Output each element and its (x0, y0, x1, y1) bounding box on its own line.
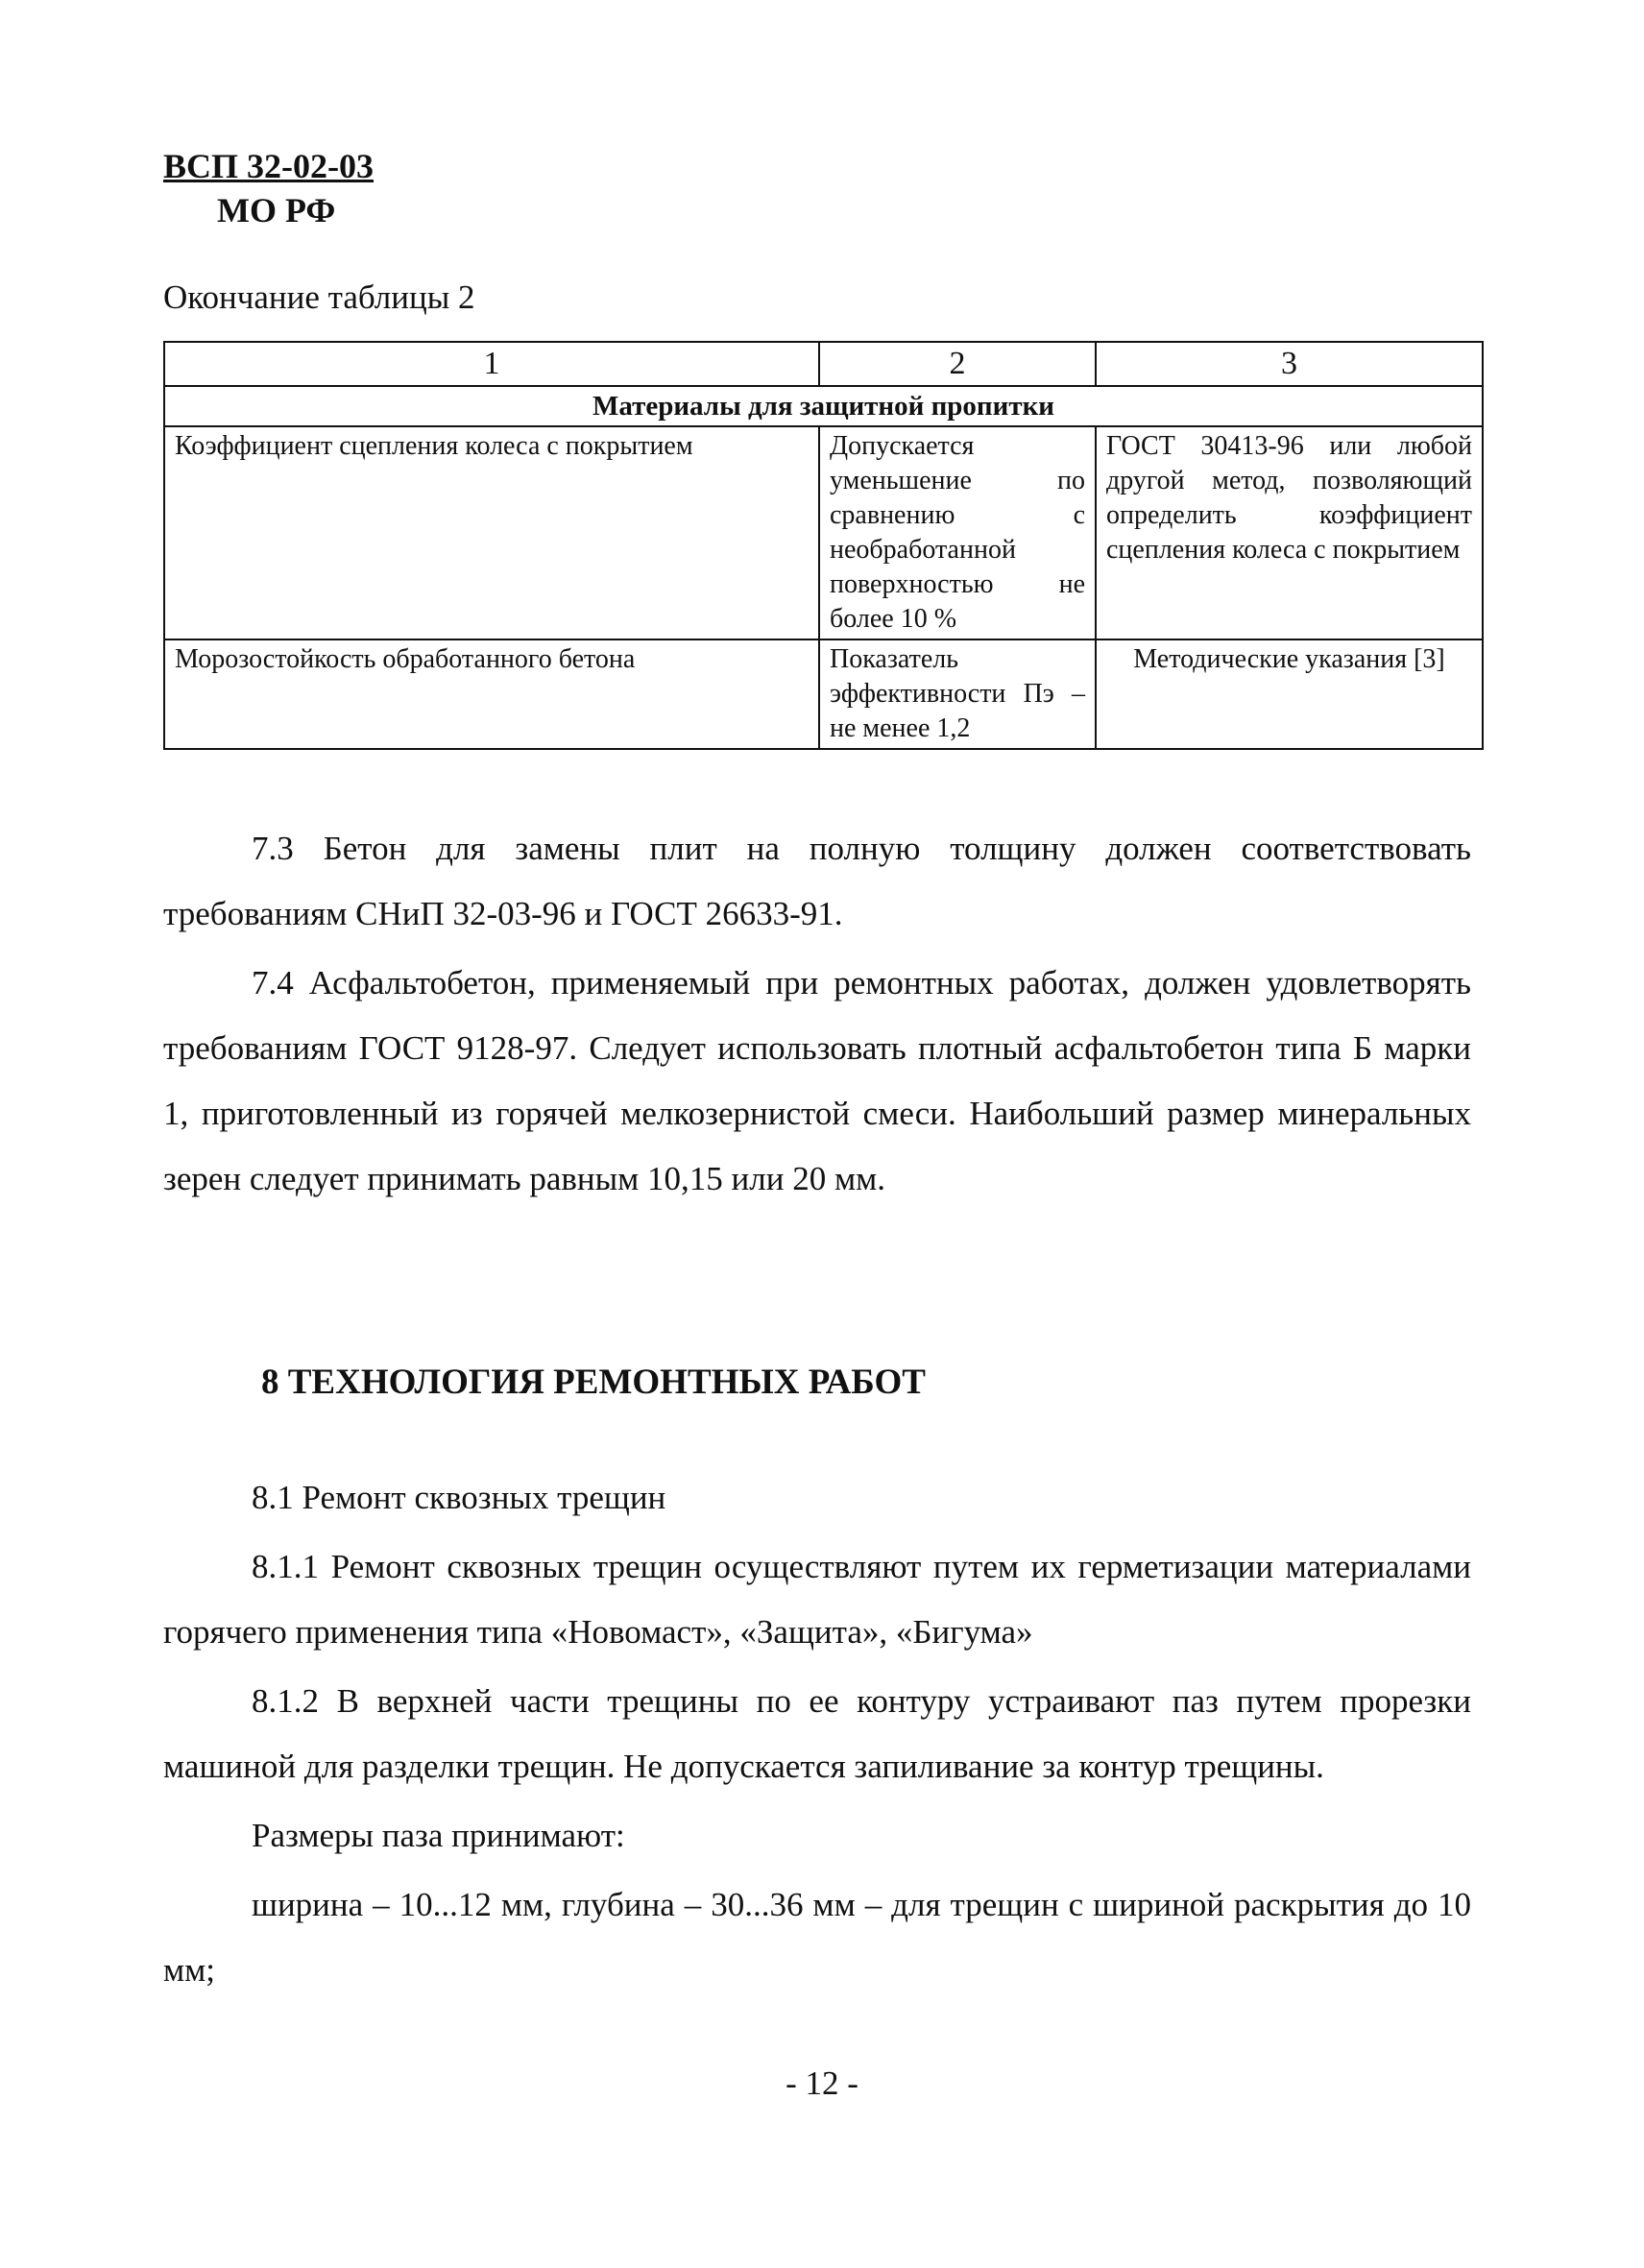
paragraph-8-1-1: 8.1.1 Ремонт сквозных трещин осуществляют путем их герметизации материалами горячего применения типа «Новомаст», «Защита», «Бигума» (163, 1548, 1471, 1651)
section-7-text (163, 816, 1471, 1216)
page-number: - 12 - (786, 2064, 858, 2102)
section-8-title: 8 ТЕХНОЛОГИЯ РЕМОНТНЫХ РАБОТ (261, 1363, 926, 1402)
table-section-title: Материалы для защитной пропитки (164, 386, 1483, 426)
table-cell-requirement: Допускается уменьшение по сравнению с необработанной поверхностью не более 10 % (819, 426, 1096, 639)
document-organization: МО РФ (217, 191, 336, 229)
table-cell-method: Методические указания [3] (1096, 639, 1483, 749)
table-cell-indicator: Коэффициент сцепления колеса с покрытием (164, 426, 819, 639)
col-number-3: 3 (1096, 342, 1483, 386)
document-code: ВСП 32-02-03 (163, 147, 374, 185)
section-8-text (163, 1465, 1471, 2007)
subsection-8-1-title: 8.1 Ремонт сквозных трещин (252, 1479, 666, 1516)
table-cell-indicator: Морозостойкость обработанного бетона (164, 639, 819, 749)
document-header (163, 144, 374, 232)
table-column-numbers (164, 342, 1483, 386)
paragraph-7-3: 7.3 Бетон для замены плит на полную толщину должен соответствовать требованиям СНиП 32-03-96 и ГОСТ 26633-91. (163, 830, 1471, 932)
paragraph-7-4: 7.4 Асфальтобетон, применяемый при ремонтных работах, должен удовлетворять требованиям ГОСТ 9128-97. Следует использовать плотный асфальтобетон типа Б марки 1, приготовленный из горячей мелкозернистой смеси. Наибольший размер минеральных зерен следует принимать равным 10,15 или 20 мм. (163, 964, 1471, 1197)
groove-sizes-item: ширина – 10...12 мм, глубина – 30...36 мм – для трещин с шириной раскрытия до 10 мм; (163, 1886, 1471, 1989)
table-2 (163, 341, 1484, 750)
table-cell-method: ГОСТ 30413-96 или любой другой метод, позволяющий определить коэффициент сцепления колеса с покрытием (1096, 426, 1483, 639)
table-row (164, 426, 1483, 639)
table-section-row (164, 386, 1483, 426)
table-row (164, 639, 1483, 749)
groove-sizes-intro: Размеры паза принимают: (252, 1817, 625, 1854)
col-number-1: 1 (164, 342, 819, 386)
table-cell-requirement: Показатель эффективности Пэ – не менее 1,2 (819, 639, 1096, 749)
paragraph-8-1-2: 8.1.2 В верхней части трещины по ее контуру устраивают паз путем прорезки машиной для разделки трещин. Не допускается запиливание за контур трещины. (163, 1682, 1471, 1785)
col-number-2: 2 (819, 342, 1096, 386)
table-caption: Окончание таблицы 2 (163, 278, 475, 316)
